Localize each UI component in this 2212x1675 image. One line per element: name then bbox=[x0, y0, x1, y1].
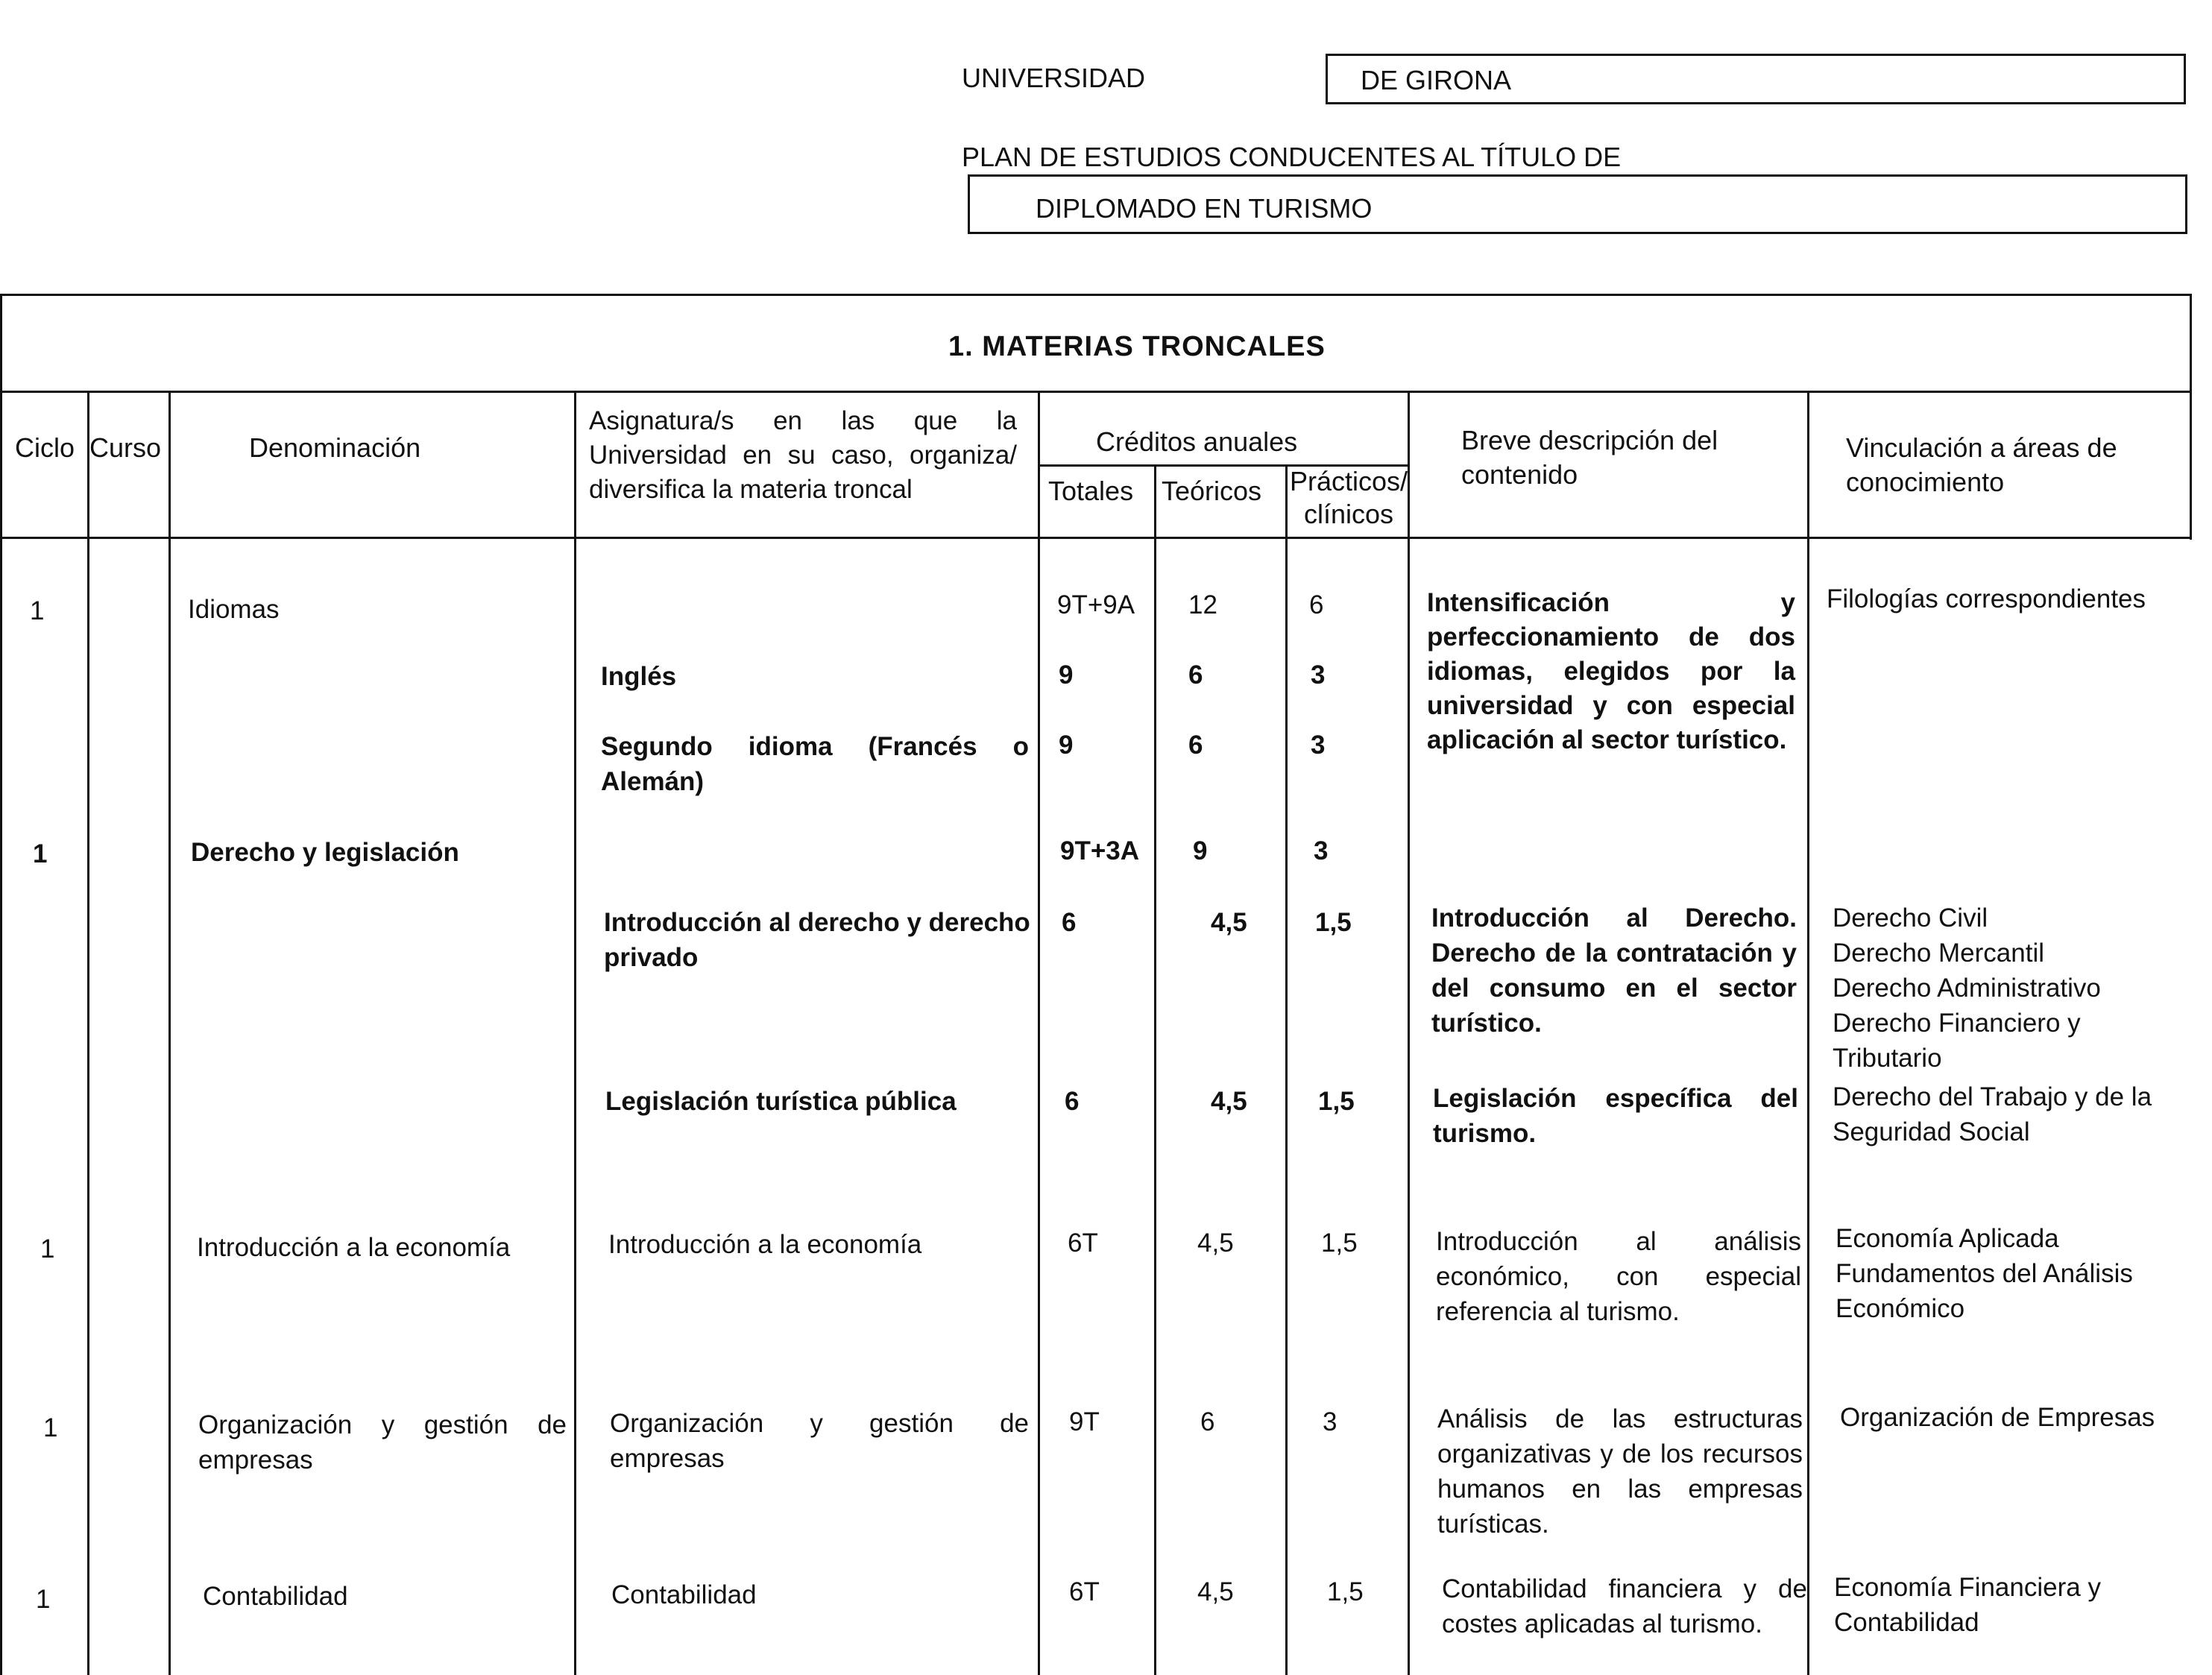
row2-practicos: 3 bbox=[1311, 660, 1326, 690]
row9-teoricos: 4,5 bbox=[1197, 1577, 1234, 1606]
col-header-totales: Totales bbox=[1048, 476, 1134, 506]
row4-ciclo: 1 bbox=[33, 839, 48, 868]
section-title: 1. MATERIAS TRONCALES bbox=[948, 331, 1326, 362]
row8-descripcion: Análisis de las estructuras organizativas y de los recursos humanos en las empresas turísticas. bbox=[1437, 1404, 1803, 1539]
row6-vinculacion: Derecho del Trabajo y de la Seguridad Social bbox=[1833, 1082, 2152, 1146]
row4-totales: 9T+3A bbox=[1060, 836, 1140, 865]
col-divider-practicos bbox=[1408, 391, 1410, 1675]
col-divider-descripcion bbox=[1807, 391, 1809, 1675]
row5-practicos: 1,5 bbox=[1315, 908, 1352, 937]
row7-ciclo: 1 bbox=[40, 1234, 55, 1264]
row6-descripcion: Legislación específica del turismo. bbox=[1433, 1084, 1798, 1148]
plan-label: PLAN DE ESTUDIOS CONDUCENTES AL TÍTULO DE bbox=[962, 142, 1622, 172]
col-header-descripcion: Breve descripción del contenido bbox=[1461, 425, 1718, 490]
row3-totales: 9 bbox=[1059, 731, 1074, 760]
row9-vinculacion: Economía Financiera y Contabilidad bbox=[1834, 1573, 2101, 1637]
row3-teoricos: 6 bbox=[1188, 731, 1203, 760]
row2-asignatura: Inglés bbox=[601, 662, 677, 691]
row5-descripcion: Introducción al Derecho. Derecho de la contratación y del consumo en el sector turístico. bbox=[1431, 903, 1797, 1038]
table-right-border bbox=[2190, 294, 2192, 540]
row7-descripcion: Introducción al análisis económico, con especial referencia al turismo. bbox=[1436, 1227, 1801, 1326]
row2-teoricos: 6 bbox=[1188, 660, 1203, 690]
row1-practicos: 6 bbox=[1309, 590, 1324, 619]
row7-practicos: 1,5 bbox=[1321, 1228, 1358, 1258]
university-value: DE GIRONA bbox=[1361, 65, 1512, 95]
row6-asignatura: Legislación turística pública bbox=[605, 1087, 957, 1116]
col-divider-asignatura bbox=[1038, 391, 1040, 1675]
row1-denominacion: Idiomas bbox=[188, 595, 280, 624]
row6-teoricos: 4,5 bbox=[1211, 1087, 1247, 1116]
col-header-asignatura: Asignatura/s en las que la Universidad en su caso, organiza/ diversifica la materia troncal bbox=[589, 406, 1017, 504]
row7-totales: 6T bbox=[1068, 1228, 1098, 1258]
university-label: UNIVERSIDAD bbox=[962, 63, 1146, 93]
row9-practicos: 1,5 bbox=[1327, 1577, 1364, 1606]
row2-totales: 9 bbox=[1059, 660, 1074, 690]
degree-field bbox=[968, 174, 2187, 234]
col-header-creditos: Créditos anuales bbox=[1096, 426, 1298, 457]
col-divider-ciclo bbox=[87, 391, 89, 1675]
row8-teoricos: 6 bbox=[1200, 1407, 1215, 1436]
table-top-border bbox=[0, 294, 2192, 296]
row4-practicos: 3 bbox=[1314, 836, 1329, 865]
row1-descripcion: Intensificación y perfeccionamiento de dos idiomas, elegidos por la universidad y con especial aplicación al sector turístico. bbox=[1427, 588, 1795, 754]
row5-teoricos: 4,5 bbox=[1211, 908, 1247, 937]
row8-denominacion: Organización y gestión de empresas bbox=[198, 1410, 567, 1474]
row9-denominacion: Contabilidad bbox=[203, 1582, 348, 1611]
row7-denominacion: Introducción a la economía bbox=[197, 1233, 511, 1262]
row7-asignatura: Introducción a la economía bbox=[608, 1230, 922, 1259]
row3-practicos: 3 bbox=[1311, 731, 1326, 760]
col-header-vinculacion: Vinculación a áreas de conocimiento bbox=[1846, 432, 2117, 497]
university-field bbox=[1326, 54, 2186, 104]
row4-teoricos: 9 bbox=[1193, 836, 1208, 865]
row8-asignatura: Organización y gestión de empresas bbox=[610, 1409, 1029, 1473]
row7-vinculacion: Economía Aplicada Fundamentos del Análisis Económico bbox=[1836, 1224, 2133, 1323]
row8-practicos: 3 bbox=[1323, 1407, 1337, 1436]
row6-totales: 6 bbox=[1065, 1087, 1080, 1116]
col-divider-teoricos bbox=[1285, 464, 1288, 1675]
table-left-border bbox=[0, 294, 2, 1675]
col-header-ciclo: Ciclo bbox=[15, 432, 75, 463]
row8-ciclo: 1 bbox=[43, 1413, 58, 1442]
col-divider-totales bbox=[1154, 464, 1156, 1675]
row1-vinculacion: Filologías correspondientes bbox=[1827, 584, 2146, 613]
row1-totales: 9T+9A bbox=[1057, 590, 1135, 619]
col-header-practicos: Prácticos/ clínicos bbox=[1290, 466, 1408, 529]
row4-denominacion: Derecho y legislación bbox=[191, 838, 459, 867]
row9-ciclo: 1 bbox=[36, 1585, 51, 1614]
row7-teoricos: 4,5 bbox=[1197, 1228, 1234, 1258]
row9-descripcion: Contabilidad financiera y de costes aplicadas al turismo. bbox=[1442, 1574, 1807, 1638]
degree-value: DIPLOMADO EN TURISMO bbox=[1036, 193, 1373, 224]
col-header-teoricos: Teóricos bbox=[1162, 476, 1262, 506]
col-header-denominacion: Denominación bbox=[249, 432, 421, 463]
col-header-curso: Curso bbox=[89, 432, 162, 463]
row3-asignatura: Segundo idioma (Francés o Alemán) bbox=[601, 732, 1029, 796]
row5-totales: 6 bbox=[1062, 908, 1077, 937]
row8-totales: 9T bbox=[1069, 1407, 1100, 1436]
row5-vinculacion: Derecho Civil Derecho Mercantil Derecho Administrativo Derecho Financiero y Tributario bbox=[1833, 903, 2101, 1073]
header-bottom-border bbox=[0, 537, 2192, 539]
row9-asignatura: Contabilidad bbox=[611, 1580, 757, 1609]
row5-asignatura: Introducción al derecho y derecho privado bbox=[604, 908, 1030, 972]
row6-practicos: 1,5 bbox=[1318, 1087, 1355, 1116]
row8-vinculacion: Organización de Empresas bbox=[1840, 1403, 2155, 1432]
row1-ciclo: 1 bbox=[30, 596, 45, 625]
title-divider bbox=[0, 391, 2192, 393]
col-divider-curso bbox=[168, 391, 171, 1675]
col-divider-denominacion bbox=[574, 391, 576, 1675]
row9-totales: 6T bbox=[1069, 1577, 1100, 1606]
row1-teoricos: 12 bbox=[1188, 590, 1217, 619]
